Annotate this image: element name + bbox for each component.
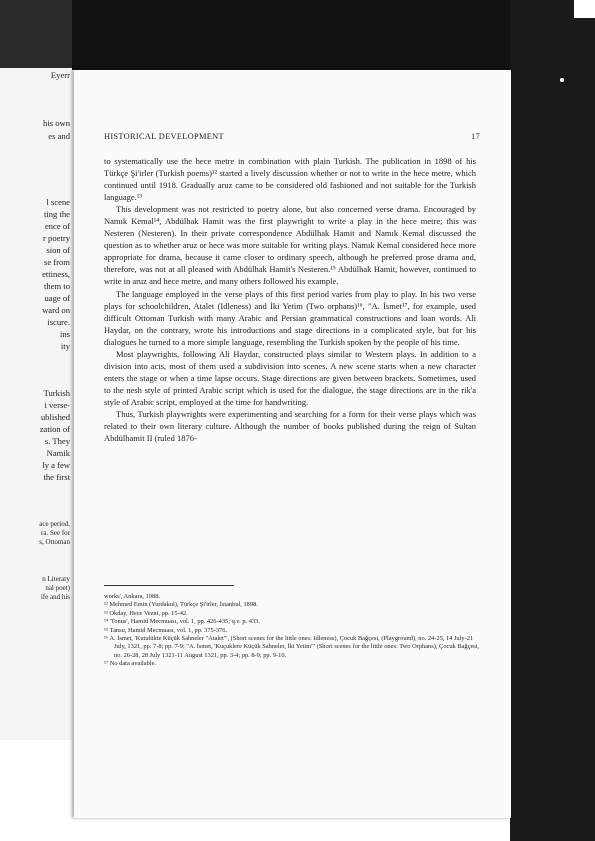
facing-page-text-fragment: his own xyxy=(43,118,70,128)
facing-page-text-fragment: ife and his xyxy=(40,593,70,601)
facing-page-text-fragment: sion of xyxy=(46,245,70,255)
scan-shadow-top xyxy=(0,0,595,70)
facing-page-text-fragment: ity xyxy=(60,341,70,351)
running-header xyxy=(104,132,480,146)
page-number: 17 xyxy=(471,132,480,141)
facing-page-text-fragment: r poetry xyxy=(43,233,70,243)
paragraph: The language employed in the verse plays of this first period varies from play to play. In his two verse plays for schoolchildren, Atalet (Idleness) and İki Yetim (Two orphans)¹⁶, "A. İsmet¹⁷, for example, used difficult Ottoman Turkish with many Arabic and Persian grammatical constructions and loan words. Ali Haydar, on the contrary, wrote his introductions and stage directions in a complicated style, but for his dialogues he turned to a more simple language, resembling the Turkish spoken by the people of his time. xyxy=(104,288,476,347)
facing-page-text-fragment: s. They xyxy=(44,436,70,446)
paragraph: Thus, Turkish playwrights were experimenting and searching for a form for their verse plays which was related to their own literary culture. Although the number of books published during the reign of Sultan Abdülhamit II (ruled 1876- xyxy=(104,408,476,444)
scan-shadow-right xyxy=(510,0,595,841)
facing-page-text-fragment: ence of xyxy=(44,221,70,231)
facing-page-text-fragment: the first xyxy=(43,472,70,482)
footnote: ¹² Mehmed Emin (Yurdakul), Türkçe Şi'irler, İstanbul, 1898. xyxy=(104,601,258,609)
book-page xyxy=(74,70,511,818)
facing-page-text-fragment: uage of xyxy=(44,293,70,303)
footnote: ¹⁷ No data available. xyxy=(104,660,157,668)
footnote-rule xyxy=(104,585,234,586)
footnote: works', Ankara, 1988. xyxy=(104,593,160,600)
facing-page-text-fragment: ace period, xyxy=(39,520,70,528)
scan-corner-speck xyxy=(574,0,595,18)
body-text xyxy=(104,155,476,444)
running-header-title: HISTORICAL DEVELOPMENT xyxy=(104,132,224,141)
facing-page-text-fragment: ting the xyxy=(43,209,70,219)
facing-page-fragment xyxy=(0,68,72,740)
footnote: ¹³ Okday, Hece Vezni, pp. 15-42. xyxy=(104,609,188,617)
facing-page-text-fragment: iscure. xyxy=(47,317,70,327)
facing-page-text-fragment: them to xyxy=(43,281,70,291)
facing-page-text-fragment: Namik xyxy=(46,448,70,458)
paragraph: Most playwrights, following Ali Haydar, constructed plays similar to Western plays. In addition to a division into acts, most of them used a subdivision into scenes. A new scene starts when a new character enters the stage or when a time lapse occurs. Stage directions are given between brackets. Sometimes, used to the nesh style of printed Arabic script which is used for the dialogue, the stage directions are in the rik'a style of Arabic script, employed at the time for handwriting. xyxy=(104,348,476,407)
facing-page-text-fragment: se from xyxy=(43,257,70,267)
facing-page-text-fragment: ra. See for xyxy=(41,529,70,537)
paragraph: to systematically use the hece metre in combination with plain Turkish. The publication in 1898 of his Türkçe Şi'irler (Turkish poems)¹² started a lively discussion whether or not to write in the hece metre, which continued until 1918. Gradually aruz came to be considered old fashioned and not suitable for the Turkish language.¹³ xyxy=(104,156,476,203)
facing-page-text-fragment: ward on xyxy=(42,305,70,315)
facing-page-text-fragment: ublished xyxy=(40,412,70,422)
facing-page-text-fragment: i verse- xyxy=(44,400,70,410)
facing-page-text-fragment: zation of xyxy=(39,424,70,434)
footnote: ¹⁴ 'Tonus', Hamid Mecmuası, vol. 1, pp. 426-435; q.v. p. 433. xyxy=(104,618,260,626)
footnote: ¹⁵ Tansu, Hamid Mecmuası, vol. 1, pp. 375-376. xyxy=(104,626,228,634)
paragraph: This development was not restricted to poetry alone, but also concerned verse drama. Encouraged by Namık Kemal¹⁴, Abdülhak Hamit was the first playwright to write a play in the hece metre; this was Nesteren (Nesteren). In their private correspondence Abdülhak Hamit and Namık Kemal discussed the question as to whether aruz or hece was more suitable for writing plays. Namık Kemal considered hece more appropriate for drama, because it came closer to ordinary speech, although he preferred prose drama and, therefore, was not at all pleased with Abdülhak Hamit's Nesteren.¹⁵ Abdülhak Hamit, however, continued to write in aruz and hece metre, and many others followed his example. xyxy=(104,204,476,287)
facing-page-text-fragment: nal poet) xyxy=(45,584,70,592)
footnote: ¹⁶ A. İsmet, 'Kutulükte Küçük Sahneler "Atalet"', (Short scenes for the little ones: Idleness), Çocuk Bağçesi, (Playground), no. 24-25, 14 July-21 July, 1321, pp. 7-8; pp. 7-9; "A. İsmet, 'Kuçuklere Küçük Sahneler, İki Yetim'" (Short scenes for the little ones: Two Orphans), Çocuk Bağçesi, no. 26-28, 28 July 1321-11 August 1321, pp. 3-4; pp. 8-9; pp. 9-10. xyxy=(104,635,480,659)
facing-page-text-fragment: n Literary xyxy=(42,575,70,583)
facing-page-text-fragment: l scene xyxy=(46,197,70,207)
scan-dust-dot xyxy=(560,78,564,82)
facing-page-text-fragment: s, Ottoman xyxy=(39,538,70,546)
facing-page-text-fragment: ettiness, xyxy=(42,269,70,279)
facing-page-text-fragment: ly a few xyxy=(42,460,70,470)
footnotes xyxy=(104,593,480,669)
facing-page-text-fragment: Turkish xyxy=(43,388,70,398)
facing-page-text-fragment: es and xyxy=(48,131,70,141)
facing-page-text-fragment: Eyerr xyxy=(50,70,70,80)
facing-page-text-fragment: ins xyxy=(59,329,70,339)
